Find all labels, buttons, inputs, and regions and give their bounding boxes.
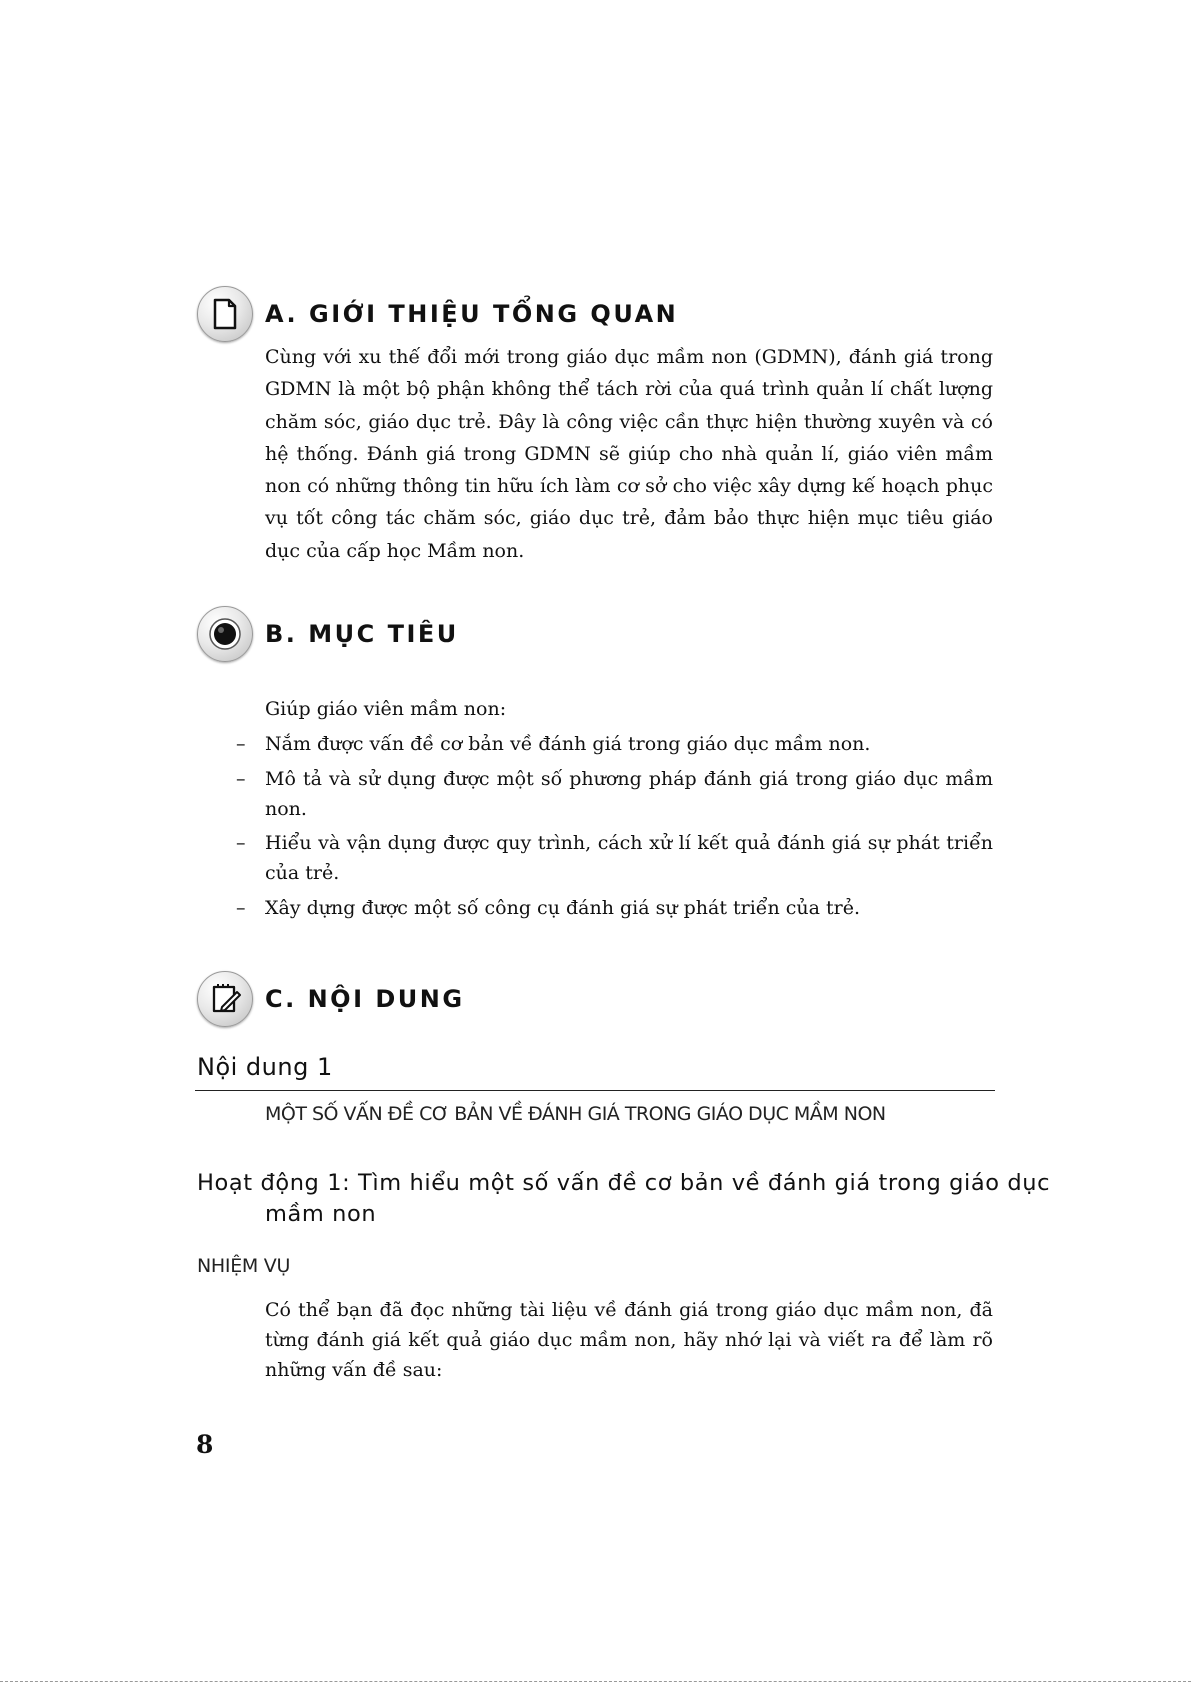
page-bottom-edge [0,1681,1191,1682]
section-c-title: C. NỘI DUNG [265,985,465,1013]
list-item-text: Xây dựng được một số công cụ đánh giá sự phát triển của trẻ. [265,896,861,919]
task-label: NHIỆM VỤ [197,1255,291,1277]
target-icon [197,606,253,662]
list-item [0,893,993,923]
section-a-paragraph: Cùng với xu thế đổi mới trong giáo dục mầm non (GDMN), đánh giá trong GDMN là một bộ phận không thể tách rời của quá trình quản lí chất lượng chăm sóc, giáo dục trẻ. Đây là công việc cần thực hiện thường xuyên và có hệ thống. Đánh giá trong GDMN sẽ giúp cho nhà quản lí, giáo viên mầm non có những thông tin hữu ích làm cơ sở cho việc xây dựng kế hoạch phục vụ tốt công tác chăm sóc, giáo dục trẻ, đảm bảo thực hiện mục tiêu giáo dục của cấp học Mầm non. [265,346,993,562]
content-heading: Nội dung 1 [197,1053,333,1081]
dash-marker: – [236,832,246,854]
dash-marker: – [236,767,246,790]
content-caption: MỘT SỐ VẤN ĐỀ CƠ BẢN VỀ ĐÁNH GIÁ TRONG GIÁO DỤC MẦM NON [265,1103,886,1125]
section-b-title: B. MỤC TIÊU [265,620,459,648]
list-item-text: Mô tả và sử dụng được một số phương pháp đánh giá trong giáo dục mầm non. [265,767,993,820]
task-paragraph: Có thể bạn đã đọc những tài liệu về đánh giá trong giáo dục mầm non, đã từng đánh giá kết quả giáo dục mầm non, hãy nhớ lại và viết ra để làm rõ những vấn đề sau: [265,1299,993,1381]
objectives-lead: Giúp giáo viên mầm non: [265,698,507,720]
section-a-title: A. GIỚI THIỆU TỔNG QUAN [265,300,679,328]
section-a-heading [197,286,997,342]
page-number: 8 [196,1430,214,1459]
section-b-heading [197,606,997,662]
section-c-heading [197,971,997,1027]
list-item-text: Nắm được vấn đề cơ bản về đánh giá trong giáo dục mầm non. [265,733,871,755]
list-item [0,729,993,759]
objectives-list [0,729,1000,927]
document-icon [197,286,253,342]
list-item-text: Hiểu và vận dụng được quy trình, cách xử lí kết quả đánh giá sự phát triển của trẻ. [265,832,993,884]
dash-marker: – [236,733,246,755]
divider [195,1090,995,1091]
dash-marker: – [236,896,246,919]
list-item [0,764,993,824]
pencil-note-icon [197,971,253,1027]
activity-heading: Hoạt động 1: Tìm hiểu một số vấn đề cơ bản về đánh giá trong giáo dục mầm non [197,1170,1051,1227]
list-item [0,828,993,888]
